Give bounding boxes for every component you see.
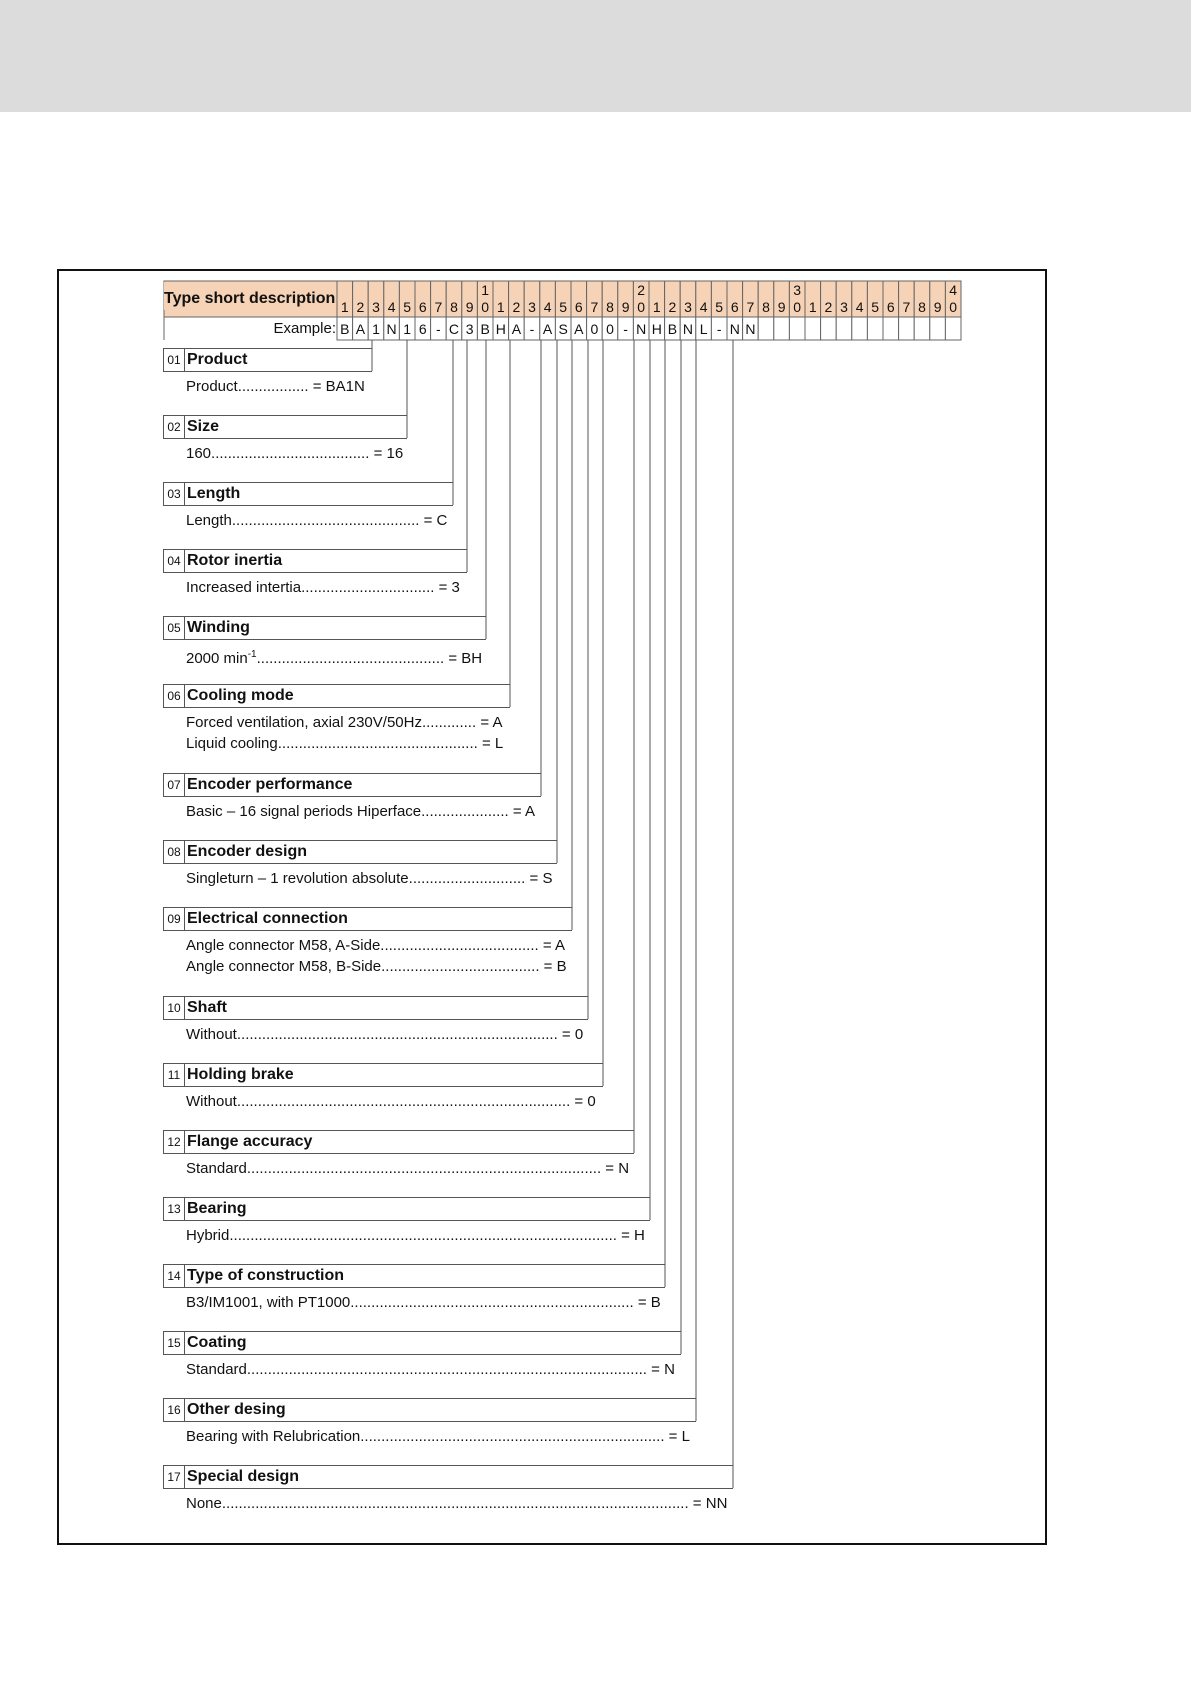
- option-code: B: [650, 1294, 661, 1311]
- position-digit: 8: [918, 299, 926, 315]
- section-header: [163, 840, 557, 864]
- example-cell: [836, 317, 852, 340]
- option-code: A: [492, 714, 503, 731]
- position-digit: 1: [652, 299, 661, 315]
- example-code-char: N: [745, 321, 756, 337]
- option-label: Without: [186, 1026, 237, 1043]
- section-header: [163, 1063, 603, 1087]
- example-code-char: 6: [418, 321, 427, 337]
- example-code-char: H: [651, 321, 662, 337]
- leader-dots: ......................................: [381, 958, 540, 975]
- option-label: Standard: [186, 1361, 247, 1378]
- position-digit: 2: [668, 299, 677, 315]
- section-number: 12: [164, 1131, 185, 1153]
- position-digit: 3: [684, 299, 692, 315]
- example-cell: [821, 317, 837, 340]
- section-title: Rotor inertia: [187, 552, 283, 569]
- example-cell: [899, 317, 915, 340]
- position-digit: 6: [730, 299, 739, 315]
- leader-dots: ................................: [301, 579, 435, 596]
- option-row: [186, 937, 565, 955]
- option-label: Forced ventilation, axial 230V/50Hz: [186, 714, 422, 731]
- leader-dots: ................................................................................................: [246, 1361, 647, 1378]
- leader-dots: ......................................: [380, 937, 539, 954]
- example-cell: [945, 317, 961, 340]
- option-row: [186, 735, 503, 753]
- equals-sign: =: [664, 1428, 682, 1445]
- section-title: Size: [187, 418, 220, 435]
- option-code: C: [436, 512, 448, 529]
- option-code: 0: [574, 1026, 584, 1043]
- position-digit: 4: [699, 299, 708, 315]
- section-number: 10: [164, 997, 185, 1019]
- section-title: Flange accuracy: [187, 1133, 313, 1150]
- leader-dots: ....................................................................: [350, 1294, 634, 1311]
- option-row: [186, 579, 460, 597]
- example-code-char: A: [574, 321, 584, 337]
- section-number: 16: [164, 1399, 185, 1421]
- option-row: [186, 958, 567, 976]
- option-code: S: [542, 870, 553, 887]
- section-header: [163, 549, 467, 573]
- equals-sign: =: [570, 1093, 588, 1110]
- position-digit: 9: [465, 299, 474, 315]
- leader-dots: ................................................: [277, 735, 478, 752]
- position-digit: 3: [528, 299, 536, 315]
- example-code-char: B: [667, 321, 678, 337]
- example-code-char: N: [636, 321, 647, 337]
- section-header: [163, 684, 510, 708]
- example-cell: [914, 317, 930, 340]
- section-title: Shaft: [187, 999, 227, 1016]
- example-cell: [883, 317, 899, 340]
- position-digit: 1: [496, 299, 505, 315]
- section-number: 09: [164, 908, 185, 930]
- example-code-char: N: [729, 321, 740, 337]
- equals-sign: =: [633, 1294, 651, 1311]
- position-digit: 3: [840, 299, 848, 315]
- section-number: 17: [164, 1466, 185, 1488]
- section-header: [163, 1130, 634, 1154]
- position-digit: 2: [824, 299, 833, 315]
- option-label: Hybrid: [186, 1227, 230, 1244]
- position-digit: 0: [637, 299, 646, 315]
- position-digit: 8: [606, 299, 614, 315]
- option-label: Without: [186, 1093, 237, 1110]
- example-code-char: -: [436, 321, 441, 337]
- option-label: Standard: [186, 1160, 247, 1177]
- option-row: [186, 1026, 583, 1044]
- option-label: Bearing with Relubrication: [186, 1428, 361, 1445]
- equals-sign: =: [688, 1495, 706, 1512]
- option-code: BA1N: [325, 378, 365, 395]
- option-row: [186, 1160, 629, 1178]
- section-number: 13: [164, 1198, 185, 1220]
- section-number: 14: [164, 1265, 185, 1287]
- section-title: Other desing: [187, 1401, 286, 1418]
- section-number: 07: [164, 774, 185, 796]
- example-code-char: -: [529, 321, 535, 337]
- leader-dots: ................................................................................................................: [221, 1495, 689, 1512]
- section-title: Electrical connection: [187, 910, 348, 927]
- equals-sign: =: [508, 803, 525, 820]
- equals-sign: =: [434, 579, 452, 596]
- position-digit: 7: [746, 299, 755, 315]
- section-title: Length: [187, 485, 241, 502]
- equals-sign: =: [477, 735, 495, 752]
- position-digit: 6: [886, 299, 895, 315]
- section-title: Coating: [187, 1334, 247, 1351]
- option-label: Singleturn – 1 revolution absolute: [186, 870, 409, 887]
- leader-dots: .........................................................................: [360, 1428, 665, 1445]
- example-code-char: L: [699, 321, 708, 337]
- option-label: Length: [186, 512, 232, 529]
- example-code-char: 3: [465, 321, 474, 337]
- section-number: 02: [164, 416, 185, 438]
- option-code: L: [494, 735, 504, 752]
- position-digit: 4: [387, 299, 396, 315]
- option-code: A: [554, 937, 565, 954]
- option-code: 16: [386, 445, 404, 462]
- position-digit: 8: [762, 299, 770, 315]
- example-code-char: S: [558, 321, 568, 337]
- section-number: 04: [164, 550, 185, 572]
- option-code: 3: [451, 579, 460, 596]
- section-header: [163, 616, 486, 640]
- position-digit: 1: [340, 299, 349, 315]
- option-row: [186, 646, 482, 668]
- section-title: Product: [187, 351, 248, 368]
- section-header: [163, 1197, 650, 1221]
- section-number: 08: [164, 841, 185, 863]
- position-tens-digit: 4: [949, 282, 958, 298]
- option-row: [186, 378, 365, 396]
- equals-sign: =: [476, 714, 493, 731]
- position-digit: 0: [481, 299, 490, 315]
- type-short-description-title: Type short description: [164, 282, 336, 310]
- section-header: [163, 482, 453, 506]
- option-code: 0: [587, 1093, 596, 1110]
- option-label: Product: [186, 378, 238, 395]
- position-digit: 3: [372, 299, 380, 315]
- equals-sign: =: [538, 937, 555, 954]
- option-label: B3/IM1001, with PT1000: [186, 1294, 351, 1311]
- position-digit: 7: [902, 299, 911, 315]
- equals-sign: =: [444, 650, 462, 667]
- option-row: [186, 714, 502, 732]
- section-title: Type of construction: [187, 1267, 345, 1284]
- section-number: 03: [164, 483, 185, 505]
- example-cell: [805, 317, 821, 340]
- section-title: Holding brake: [187, 1066, 294, 1083]
- section-number: 01: [164, 349, 185, 371]
- option-label: Increased intertia: [186, 579, 302, 596]
- section-header: [163, 907, 572, 931]
- leader-dots: ............................: [408, 870, 526, 887]
- example-code-char: N: [386, 321, 397, 337]
- option-code: BH: [461, 650, 483, 667]
- example-code-char: B: [480, 321, 490, 337]
- example-code-char: C: [448, 321, 460, 337]
- position-digit: 7: [434, 299, 443, 315]
- example-cell: [930, 317, 946, 340]
- section-title: Winding: [187, 619, 250, 636]
- example-cell: [774, 317, 790, 340]
- option-row: [186, 1495, 727, 1513]
- position-digit: 0: [949, 299, 958, 315]
- option-row: [186, 1227, 645, 1245]
- section-header: [163, 1465, 733, 1489]
- position-digit: 5: [871, 299, 880, 315]
- leader-dots: .................: [237, 378, 309, 395]
- section-title: Encoder performance: [187, 776, 353, 793]
- example-code-char: A: [511, 321, 522, 337]
- example-code-char: N: [682, 321, 694, 337]
- example-code-char: -: [716, 321, 722, 337]
- section-header: [163, 415, 407, 439]
- position-digit: 8: [450, 299, 458, 315]
- option-row: [186, 870, 552, 888]
- equals-sign: =: [601, 1160, 619, 1177]
- equals-sign: =: [369, 445, 387, 462]
- leader-dots: .............................................: [231, 512, 420, 529]
- leader-dots: .............................................................................................: [229, 1227, 617, 1244]
- option-code: B: [556, 958, 567, 975]
- leader-dots: .............................................: [256, 650, 445, 667]
- section-number: 06: [164, 685, 185, 707]
- position-digit: 5: [403, 299, 412, 315]
- option-code: H: [634, 1227, 645, 1244]
- option-label: Angle connector M58, B-Side: [186, 958, 382, 975]
- leader-dots: .............: [421, 714, 477, 731]
- option-row: [186, 445, 403, 463]
- leader-dots: .....................: [421, 803, 509, 820]
- option-row: [186, 1428, 690, 1446]
- position-digit: 4: [855, 299, 864, 315]
- leader-dots: .............................................................................: [236, 1026, 558, 1043]
- example-label: Example:: [273, 320, 336, 337]
- option-label: None: [186, 1495, 222, 1512]
- position-digit: 7: [590, 299, 599, 315]
- section-number: 05: [164, 617, 185, 639]
- position-tens-digit: 2: [637, 282, 646, 298]
- section-header: [163, 996, 588, 1020]
- position-digit: 4: [543, 299, 552, 315]
- equals-sign: =: [616, 1227, 635, 1244]
- example-code-char: A: [355, 321, 366, 337]
- option-row: [186, 1093, 596, 1111]
- example-code-char: 0: [590, 321, 599, 337]
- section-header: [163, 1331, 681, 1355]
- section-title: Cooling mode: [187, 687, 294, 704]
- example-cell: [758, 317, 774, 340]
- position-tens-digit: 3: [793, 282, 802, 298]
- option-label: Liquid cooling: [186, 735, 278, 752]
- example-code-char: B: [340, 321, 350, 337]
- section-header: [163, 773, 541, 797]
- equals-sign: =: [557, 1026, 575, 1043]
- example-code-char: 1: [372, 321, 380, 337]
- position-digit: 1: [808, 299, 817, 315]
- section-header: [163, 1398, 696, 1422]
- position-digit: 6: [574, 299, 583, 315]
- example-code-char: -: [623, 321, 628, 337]
- section-number: 15: [164, 1332, 185, 1354]
- section-header: [163, 1264, 665, 1288]
- position-digit: 9: [777, 299, 786, 315]
- equals-sign: =: [646, 1361, 665, 1378]
- option-row: [186, 1361, 675, 1379]
- section-title: Encoder design: [187, 843, 308, 860]
- equals-sign: =: [419, 512, 437, 529]
- option-row: [186, 1294, 661, 1312]
- position-digit: 5: [559, 299, 568, 315]
- option-superscript: -1: [247, 649, 257, 660]
- position-digit: 0: [793, 299, 802, 315]
- leader-dots: ................................................................................: [236, 1093, 571, 1110]
- section-header: [163, 348, 372, 372]
- section-number: 11: [164, 1064, 185, 1086]
- section-title: Bearing: [187, 1200, 247, 1217]
- section-title: Special design: [187, 1468, 300, 1485]
- option-label: 2000 min: [186, 650, 248, 667]
- position-digit: 2: [512, 299, 521, 315]
- option-label: Basic – 16 signal periods Hiperface: [186, 803, 422, 820]
- example-cell: [852, 317, 868, 340]
- option-label: Angle connector M58, A-Side: [186, 937, 381, 954]
- position-digit: 6: [418, 299, 427, 315]
- equals-sign: =: [539, 958, 557, 975]
- equals-sign: =: [525, 870, 543, 887]
- example-cell: [867, 317, 883, 340]
- leader-dots: ......................................: [211, 445, 370, 462]
- option-row: [186, 512, 447, 530]
- leader-dots: .....................................................................................: [246, 1160, 602, 1177]
- option-code: L: [681, 1428, 690, 1445]
- position-tens-digit: 1: [481, 282, 490, 298]
- example-code-char: A: [542, 321, 553, 337]
- example-cell: [789, 317, 805, 340]
- option-label: 160: [186, 445, 212, 462]
- position-digit: 9: [621, 299, 630, 315]
- position-digit: 9: [933, 299, 942, 315]
- example-code-char: H: [495, 321, 506, 337]
- example-code-char: 0: [606, 321, 614, 337]
- equals-sign: =: [308, 378, 326, 395]
- option-code: A: [524, 803, 535, 820]
- position-digit: 2: [356, 299, 365, 315]
- option-code: NN: [705, 1495, 728, 1512]
- option-code: N: [618, 1160, 630, 1177]
- option-row: [186, 803, 535, 821]
- option-code: N: [664, 1361, 675, 1378]
- example-code-char: 1: [403, 321, 412, 337]
- position-digit: 5: [715, 299, 724, 315]
